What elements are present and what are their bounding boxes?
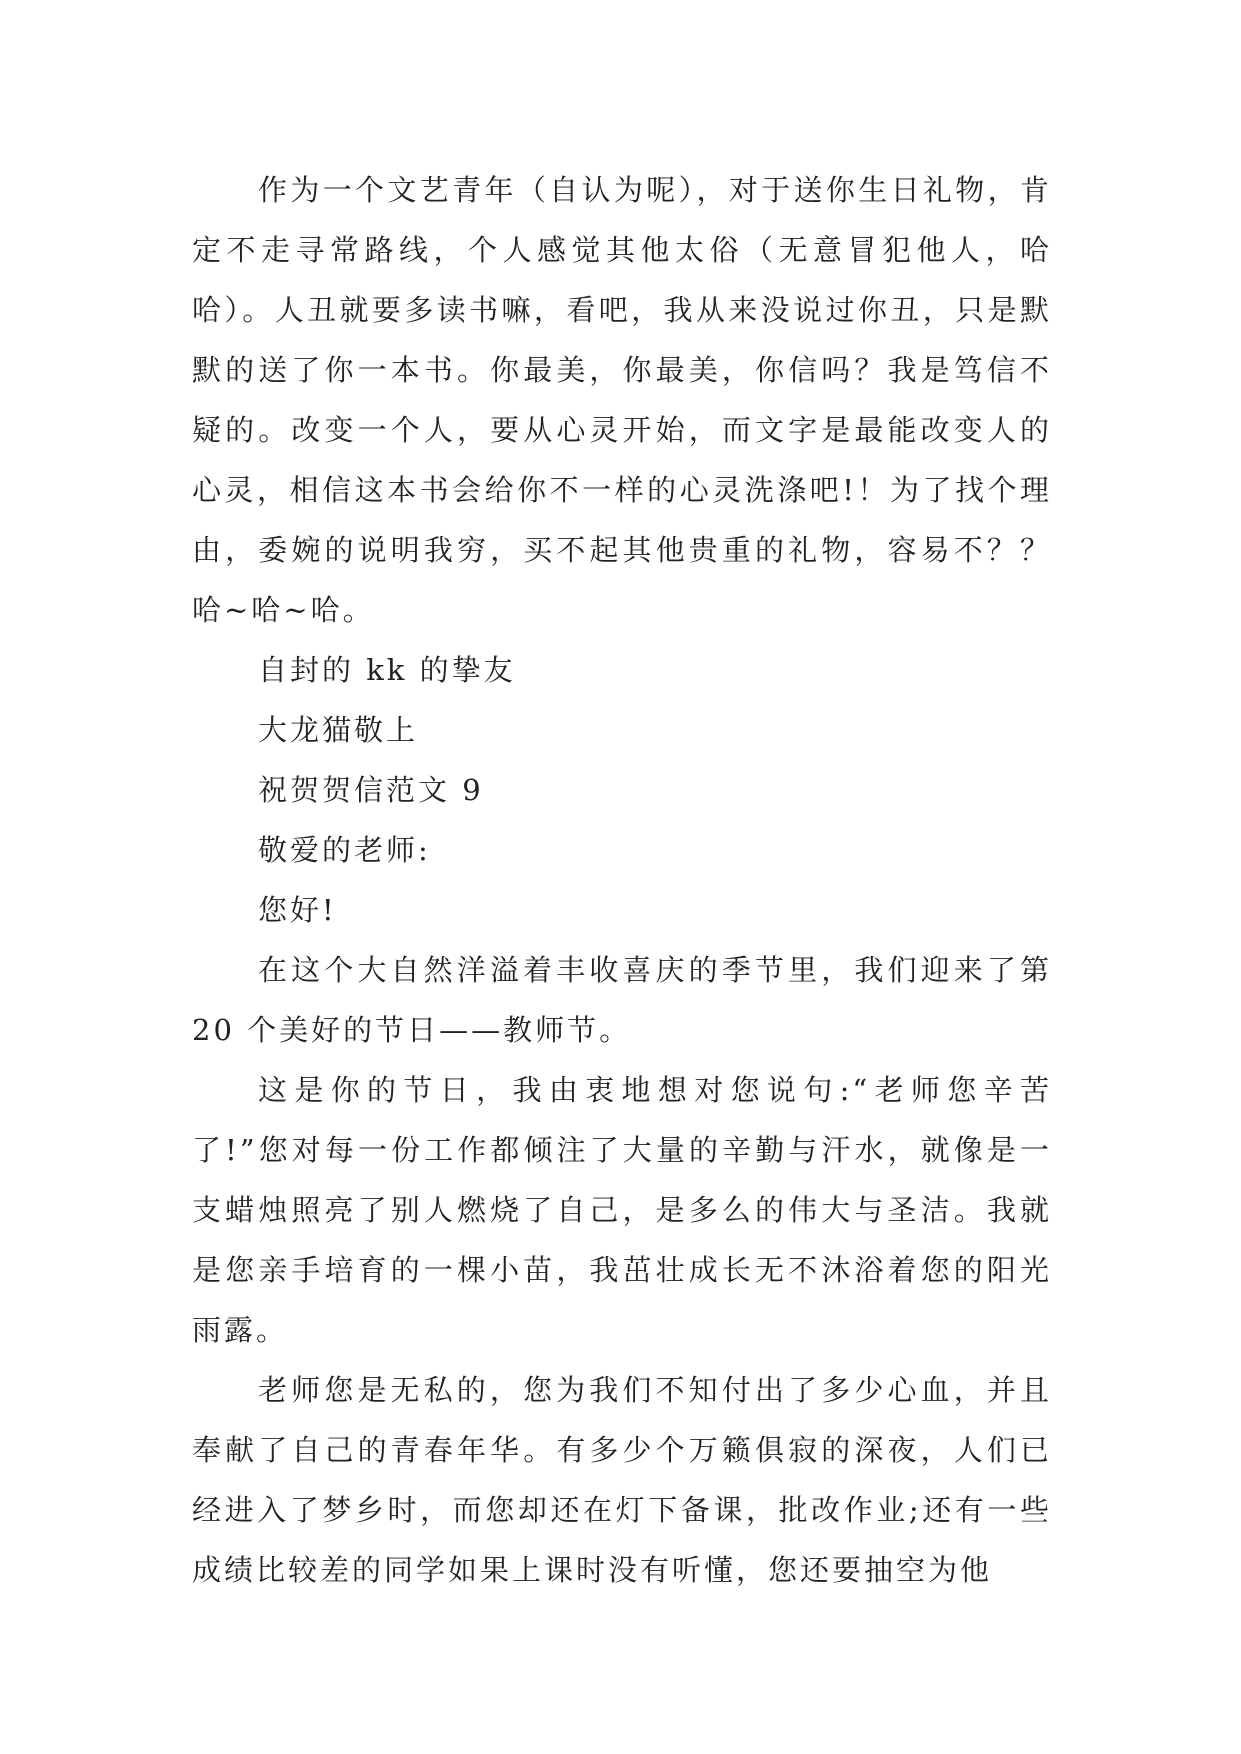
document-body <box>192 160 1052 1600</box>
section-title: 祝贺贺信范文 9 <box>258 773 484 807</box>
letter-salutation: 敬爱的老师: <box>258 833 431 867</box>
paragraph-teachers-day: 在这个大自然洋溢着丰收喜庆的季节里，我们迎来了第 20 个美好的节日——教师节。 <box>192 953 1052 1047</box>
signature-name: 大龙猫敬上 <box>258 713 419 747</box>
signature-friend: 自封的 kk 的挚友 <box>258 653 516 687</box>
paragraph-birthday-gift: 作为一个文艺青年（自认为呢），对于送你生日礼物，肯定不走寻常路线，个人感觉其他太俗（无意冒犯他人，哈哈）。人丑就要多读书嘛，看吧，我从来没说过你丑，只是默默的送了你一本书。你最美，你最美，你信吗？我是笃信不疑的。改变一个人，要从心灵开始，而文字是最能改变人的心灵，相信这本书会给你不一样的心灵洗涤吧!！为了找个理由，委婉的说明我穷，买不起其他贵重的礼物，容易不？？哈~哈~哈。 <box>192 173 1052 627</box>
paragraph-thanks: 这是你的节日，我由衷地想对您说句:“老师您辛苦了!”您对每一份工作都倾注了大量的辛勤与汗水，就像是一支蜡烛照亮了别人燃烧了自己，是多么的伟大与圣洁。我就是您亲手培育的一棵小苗，我茁壮成长无不沐浴着您的阳光雨露。 <box>192 1073 1052 1347</box>
letter-greeting: 您好! <box>258 893 337 927</box>
paragraph-selfless: 老师您是无私的，您为我们不知付出了多少心血，并且奉献了自己的青春年华。有多少个万籁俱寂的深夜，人们已经进入了梦乡时，而您却还在灯下备课，批改作业;还有一些成绩比较差的同学如果上课时没有听懂，您还要抽空为他 <box>192 1373 1052 1587</box>
